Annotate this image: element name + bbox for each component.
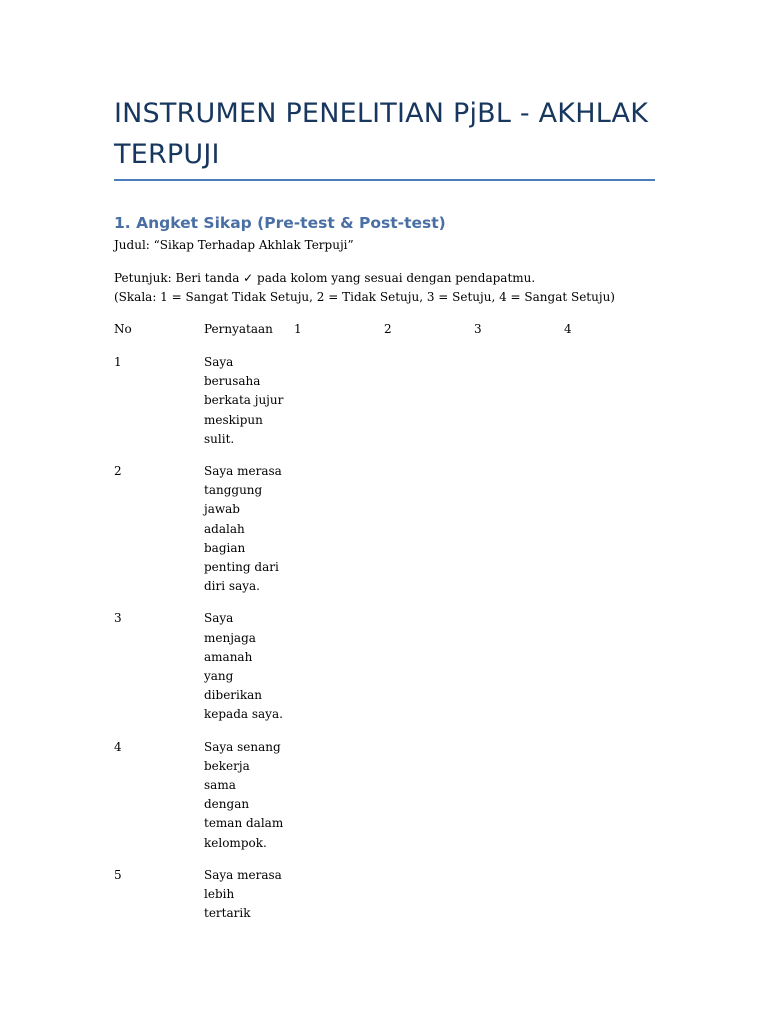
statement-line: diberikan [204, 688, 263, 703]
statement-line: berkata jujur [204, 393, 284, 408]
row-statement [204, 738, 288, 853]
document-title-line-1: INSTRUMEN PENELITIAN PjBL - AKHLAK [114, 98, 649, 129]
statement-line: tertarik [204, 906, 251, 921]
statement-line: menjaga [204, 630, 256, 645]
statement-line: teman dalam [204, 816, 284, 831]
statement-line: bagian [204, 540, 246, 555]
table-row [114, 609, 655, 737]
header-statement: Pernyataan [204, 322, 273, 336]
table-row [114, 353, 655, 462]
row-statement [204, 866, 288, 924]
table-header-row [114, 320, 655, 353]
statement-line: dengan [204, 797, 250, 812]
statement-line: adalah [204, 521, 245, 536]
statement-line: berusaha [204, 374, 261, 389]
statement-line: Saya merasa [204, 867, 282, 882]
statement-line: kepada saya. [204, 707, 283, 722]
statement-line: meskipun [204, 412, 263, 427]
document-title [114, 93, 674, 175]
petunjuk-text: Petunjuk: Beri tanda ✓ pada kolom yang sesuai dengan pendapatmu. [114, 271, 536, 285]
skala-text: (Skala: 1 = Sangat Tidak Setuju, 2 = Tidak Setuju, 3 = Setuju, 4 = Sangat Setuju) [114, 290, 615, 304]
statement-line: Saya senang [204, 739, 281, 754]
statement-line: jawab [204, 502, 240, 517]
header-scale-1: 1 [294, 322, 302, 336]
row-number: 3 [114, 611, 122, 626]
row-statement [204, 462, 288, 596]
survey-table [114, 320, 655, 936]
title-divider [114, 179, 655, 181]
row-statement [204, 609, 288, 724]
table-row [114, 462, 655, 609]
row-statement [204, 353, 288, 449]
table-body [114, 353, 655, 936]
statement-line: bekerja [204, 758, 250, 773]
row-number: 4 [114, 739, 122, 754]
judul-text: Judul: “Sikap Terhadap Akhlak Terpuji” [114, 238, 354, 252]
statement-line: Saya [204, 611, 234, 626]
header-scale-2: 2 [384, 322, 392, 336]
row-number: 2 [114, 464, 122, 478]
statement-line: sama [204, 777, 236, 792]
statement-line: diri saya. [204, 579, 260, 594]
statement-line: tanggung [204, 483, 263, 498]
statement-line: yang [204, 669, 234, 683]
statement-line: lebih [204, 886, 235, 901]
header-scale-3: 3 [474, 322, 482, 336]
statement-line: penting dari [204, 560, 279, 575]
statement-line: amanah [204, 649, 253, 664]
table-row [114, 866, 655, 937]
row-number: 1 [114, 355, 122, 369]
statement-line: Saya merasa [204, 464, 282, 478]
header-no: No [114, 322, 132, 336]
table-row [114, 738, 655, 866]
section-heading: 1. Angket Sikap (Pre-test & Post-test) [114, 214, 446, 232]
document-title-line-2: TERPUJI [114, 139, 220, 170]
statement-line: sulit. [204, 431, 235, 446]
statement-line: kelompok. [204, 835, 267, 850]
statement-line: Saya [204, 355, 234, 369]
header-scale-4: 4 [564, 322, 572, 336]
row-number: 5 [114, 867, 122, 882]
